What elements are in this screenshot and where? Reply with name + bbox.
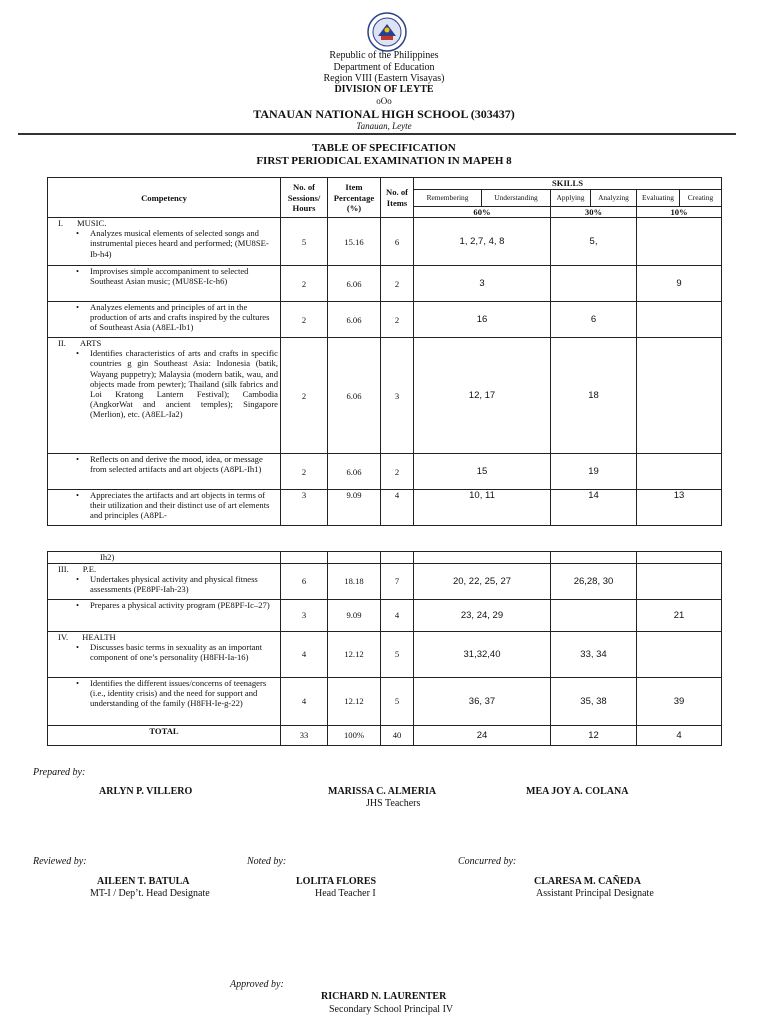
- competency-text: Reflects on and derive the mood, idea, or message from selected artifacts and art objects (A8PL-Ih1): [90, 454, 263, 475]
- bullet-icon: •: [76, 490, 80, 501]
- doc-title: TABLE OF SPECIFICATION: [312, 142, 456, 154]
- reviewer-name: AILEEN T. BATULA: [97, 876, 190, 887]
- competency-text: Improvises simple accompaniment to selected Southeast Asian music; (MU8SE-Ic-h6): [90, 266, 249, 287]
- apply-analyze-cell: [551, 600, 637, 632]
- noter-name: LOLITA FLORES: [296, 876, 377, 887]
- remember-understand-cell: 16: [414, 302, 551, 338]
- doc-subtitle: FIRST PERIODICAL EXAMINATION IN MAPEH 8: [256, 155, 512, 167]
- percentage-cell: 6.06: [328, 266, 381, 302]
- noter-role: Head Teacher I: [315, 888, 376, 899]
- competency-text: Analyzes elements and principles of art in the production of arts and crafts inspired by the cultures of Southeast Asia (A8EL-Ib1): [90, 302, 270, 333]
- table-row: [48, 266, 722, 302]
- bullet-icon: •: [76, 302, 80, 313]
- sessions-cell: 2: [281, 454, 328, 490]
- analyzing-header: Analyzing: [591, 190, 637, 207]
- percentage-cell: 12.12: [328, 678, 381, 726]
- items-cell: 5: [381, 632, 414, 678]
- table-row: [48, 564, 722, 600]
- total-apply-analyze: 12: [551, 726, 637, 746]
- total-row: [48, 726, 722, 746]
- table-row: [48, 600, 722, 632]
- section-label: MUSIC.: [77, 218, 107, 229]
- pct-evaluate-create: 10%: [637, 207, 722, 218]
- header-department: Department of Education: [333, 62, 435, 73]
- table-row: [48, 218, 722, 266]
- noted-by-label: Noted by:: [247, 856, 287, 867]
- items-cell: 6: [381, 218, 414, 266]
- spec-table-page2: [47, 551, 722, 746]
- competency-cell: [48, 678, 281, 726]
- remember-understand-cell: 12, 17: [414, 338, 551, 454]
- apply-analyze-cell: [551, 266, 637, 302]
- sessions-cell: 3: [281, 600, 328, 632]
- competency-cell: [48, 338, 281, 454]
- pct-remember-understand: 60%: [414, 207, 551, 218]
- competency-text: Prepares a physical activity program (PE8PF-Ic–27): [90, 600, 270, 610]
- total-items: 40: [381, 726, 414, 746]
- items-cell: 2: [381, 454, 414, 490]
- competency-cell: [48, 632, 281, 678]
- evaluate-create-cell: [637, 454, 722, 490]
- bullet-icon: •: [76, 574, 80, 585]
- items-cell: 4: [381, 490, 414, 526]
- understanding-header: Understanding: [482, 190, 551, 207]
- competency-text: Appreciates the artifacts and art objects in terms of their utilization and their distinct use of art elements and principles (A8PL-: [90, 490, 270, 521]
- table-row: [48, 678, 722, 726]
- sessions-header: No. of Sessions/ Hours: [281, 178, 328, 218]
- apply-analyze-cell: 5,: [551, 218, 637, 266]
- remember-understand-cell: 23, 24, 29: [414, 600, 551, 632]
- table-row: [48, 552, 722, 564]
- percentage-header: Item Percentage (%): [328, 178, 381, 218]
- sessions-cell: 2: [281, 302, 328, 338]
- teacher2-name: MARISSA C. ALMERIA: [328, 786, 437, 797]
- table-row: [48, 302, 722, 338]
- apply-analyze-cell: 26,28, 30: [551, 564, 637, 600]
- percentage-cell: 18.18: [328, 564, 381, 600]
- creating-header: Creating: [680, 190, 722, 207]
- approved-by-label: Approved by:: [230, 979, 284, 990]
- sessions-cell: 6: [281, 564, 328, 600]
- section-number: IV.: [58, 632, 69, 642]
- school-name: TANAUAN NATIONAL HIGH SCHOOL (303437): [253, 107, 515, 121]
- sessions-cell: 2: [281, 338, 328, 454]
- concurrer-role: Assistant Principal Designate: [536, 888, 654, 899]
- remember-understand-cell: 3: [414, 266, 551, 302]
- teacher3-name: MEA JOY A. COLANA: [526, 786, 629, 797]
- evaluate-create-cell: [637, 632, 722, 678]
- competency-cell: [48, 218, 281, 266]
- evaluate-create-cell: [637, 564, 722, 600]
- reviewed-by-label: Reviewed by:: [33, 856, 87, 867]
- remember-understand-cell: 1, 2,7, 4, 8: [414, 218, 551, 266]
- competency-cell: [48, 266, 281, 302]
- evaluate-create-cell: 21: [637, 600, 722, 632]
- total-label: TOTAL: [48, 726, 281, 746]
- bullet-icon: •: [76, 642, 80, 653]
- skills-header: SKILLS: [414, 178, 722, 190]
- items-cell: 2: [381, 266, 414, 302]
- percentage-cell: 9.09: [328, 600, 381, 632]
- percentage-cell: 15.16: [328, 218, 381, 266]
- approver-role: Secondary School Principal IV: [329, 1004, 454, 1015]
- percentage-cell: 12.12: [328, 632, 381, 678]
- apply-analyze-cell: 35, 38: [551, 678, 637, 726]
- competency-cell: [48, 564, 281, 600]
- table-row: [48, 490, 722, 526]
- header-division: DIVISION OF LEYTE: [334, 84, 434, 95]
- header-republic: Republic of the Philippines: [329, 50, 439, 61]
- bullet-icon: •: [76, 266, 80, 277]
- total-percentage: 100%: [328, 726, 381, 746]
- school-location: Tanauan, Leyte: [356, 121, 412, 131]
- remember-understand-cell: 20, 22, 25, 27: [414, 564, 551, 600]
- percentage-cell: 6.06: [328, 454, 381, 490]
- items-cell: 3: [381, 338, 414, 454]
- apply-analyze-cell: 19: [551, 454, 637, 490]
- section-number: I.: [58, 218, 64, 229]
- bullet-icon: •: [76, 678, 80, 688]
- header-region: Region VIII (Eastern Visayas): [323, 73, 445, 84]
- competency-cell: [48, 302, 281, 338]
- bullet-icon: •: [76, 228, 80, 239]
- remember-understand-cell: 36, 37: [414, 678, 551, 726]
- sessions-cell: 5: [281, 218, 328, 266]
- table-row: [48, 632, 722, 678]
- apply-analyze-cell: 14: [551, 490, 637, 526]
- apply-analyze-cell: 18: [551, 338, 637, 454]
- bullet-icon: •: [76, 454, 80, 465]
- spec-table-page1: [47, 177, 722, 526]
- competency-cell: [48, 490, 281, 526]
- competency-text: Identifies the different issues/concerns of teenagers (i.e., identity crisis) and the need for support and understanding of the family (H8FH-Ie-g-22): [90, 678, 267, 709]
- evaluate-create-cell: 39: [637, 678, 722, 726]
- percentage-cell: 6.06: [328, 338, 381, 454]
- evaluate-create-cell: [637, 218, 722, 266]
- items-header: No. of Items: [381, 178, 414, 218]
- competency-cell: [48, 454, 281, 490]
- pct-apply-analyze: 30%: [551, 207, 637, 218]
- percentage-cell: 6.06: [328, 302, 381, 338]
- percentage-cell: 9.09: [328, 490, 381, 526]
- items-cell: 5: [381, 678, 414, 726]
- bullet-icon: •: [76, 348, 80, 359]
- concurrer-name: CLARESA M. CAÑEDA: [534, 876, 641, 887]
- header-ornament: oOo: [376, 96, 392, 106]
- sessions-cell: 4: [281, 632, 328, 678]
- remembering-header: Remembering: [414, 190, 482, 207]
- sessions-cell: 4: [281, 678, 328, 726]
- evaluating-header: Evaluating: [637, 190, 680, 207]
- evaluate-create-cell: 9: [637, 266, 722, 302]
- teacher1-name: ARLYN P. VILLERO: [99, 786, 193, 797]
- remember-understand-cell: 15: [414, 454, 551, 490]
- items-cell: 4: [381, 600, 414, 632]
- section-label: P.E.: [82, 564, 97, 574]
- apply-analyze-cell: 33, 34: [551, 632, 637, 678]
- total-remember-understand: 24: [414, 726, 551, 746]
- prepared-by-label: Prepared by:: [33, 767, 86, 778]
- items-cell: 2: [381, 302, 414, 338]
- section-label: ARTS: [79, 338, 102, 349]
- bullet-icon: •: [76, 600, 80, 610]
- total-sessions: 33: [281, 726, 328, 746]
- continuation-cell: Ih2): [48, 552, 281, 564]
- approver-name: RICHARD N. LAURENTER: [321, 991, 447, 1002]
- header-rule: [18, 133, 736, 135]
- table-row: [48, 454, 722, 490]
- teachers-role: JHS Teachers: [366, 798, 421, 809]
- sessions-cell: 2: [281, 266, 328, 302]
- competency-text: Analyzes musical elements of selected songs and instrumental pieces heard and performed; (MU8SE-Ib-h4): [90, 228, 269, 259]
- competency-cell: [48, 600, 281, 632]
- competency-text: Undertakes physical activity and physical fitness assessments (PE8PF-Iah-23): [90, 574, 258, 595]
- apply-analyze-cell: 6: [551, 302, 637, 338]
- section-number: III.: [58, 564, 69, 574]
- sessions-cell: 3: [281, 490, 328, 526]
- competency-text: Discusses basic terms in sexuality as an important component of one’s personality (H8FH-Ia-16): [90, 642, 263, 663]
- total-evaluate-create: 4: [637, 726, 722, 746]
- deped-seal-logo: [367, 12, 407, 52]
- section-label: HEALTH: [82, 632, 116, 642]
- table-row: [48, 338, 722, 454]
- remember-understand-cell: 31,32,40: [414, 632, 551, 678]
- evaluate-create-cell: [637, 302, 722, 338]
- remember-understand-cell: 10, 11: [414, 490, 551, 526]
- concurred-by-label: Concurred by:: [458, 856, 517, 867]
- applying-header: Applying: [551, 190, 591, 207]
- evaluate-create-cell: 13: [637, 490, 722, 526]
- evaluate-create-cell: [637, 338, 722, 454]
- competency-text: Identifies characteristics of arts and crafts in specific countries g gin Southeast Asia: Indonesia (batik, Wayang puppetry); Malaysia (modern batik, wau, and objects made from pewter); Thailand (silk fabrics and Loi Kratong Lantern Festival); Cambodia (AngkorWat and ancient temples); Singapore (Merlion), etc. (A8EL-Ia2): [90, 348, 278, 420]
- section-number: II.: [58, 338, 66, 349]
- reviewer-role: MT-I / Dep’t. Head Designate: [90, 888, 210, 899]
- items-cell: 7: [381, 564, 414, 600]
- competency-header: Competency: [48, 178, 281, 218]
